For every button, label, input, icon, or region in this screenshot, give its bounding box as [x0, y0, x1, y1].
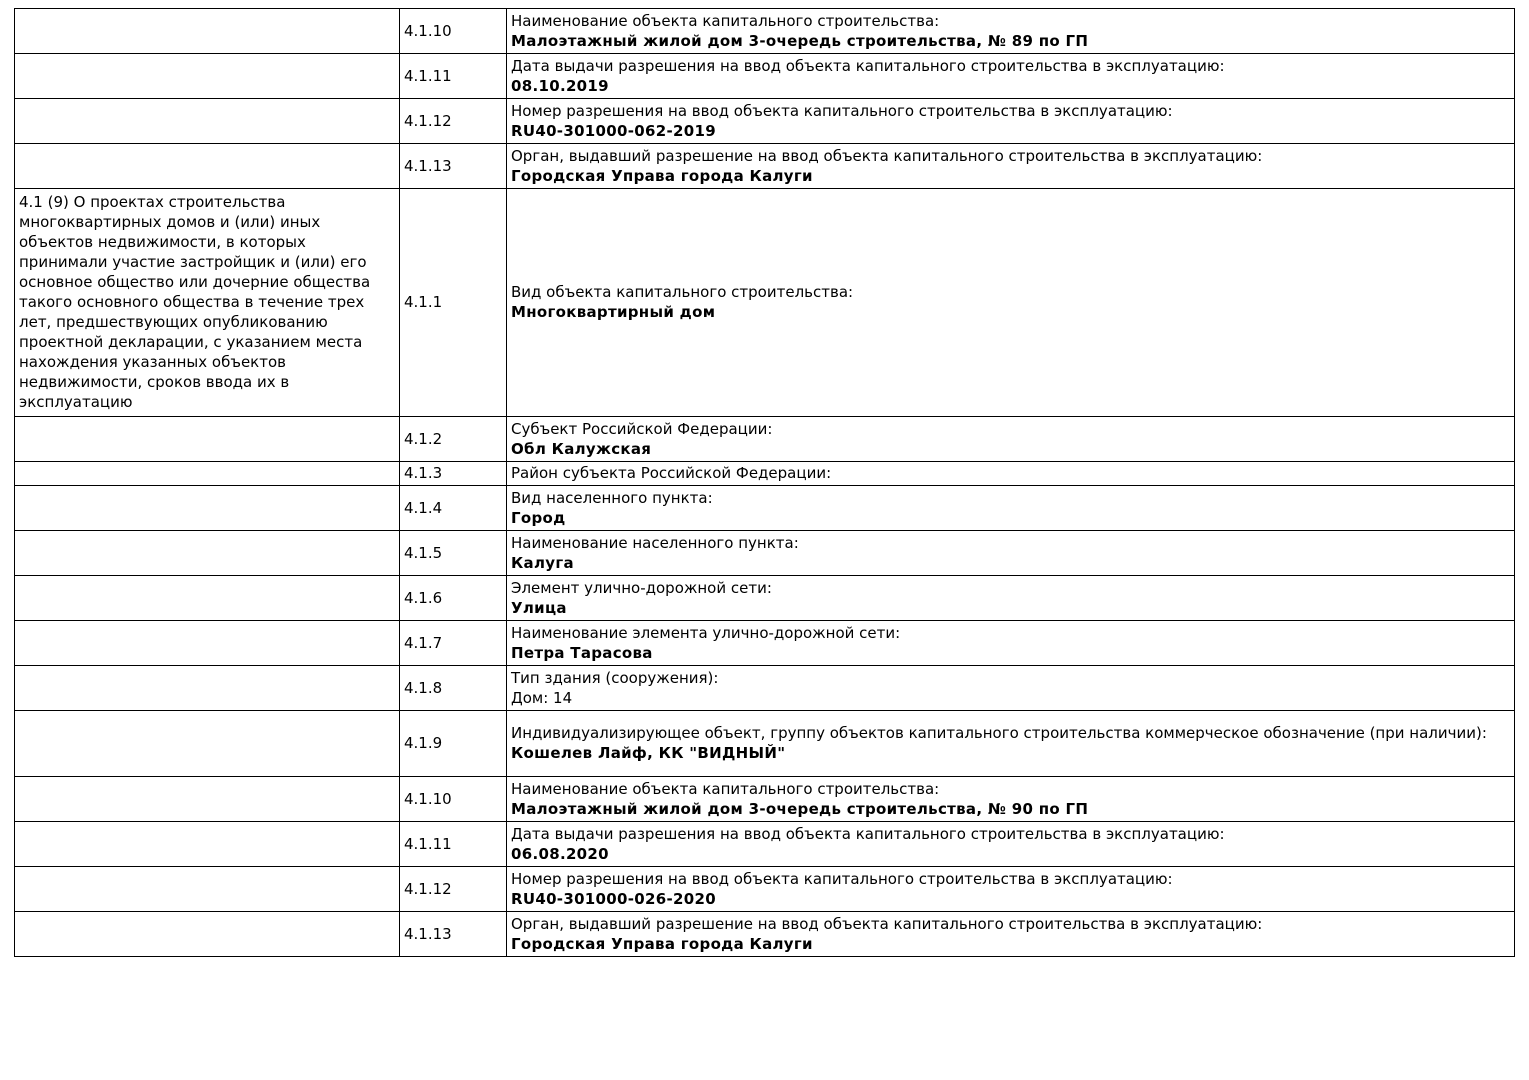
item-code-cell: 4.1.3 [400, 462, 507, 486]
item-code-cell: 4.1.6 [400, 576, 507, 621]
declaration-table [14, 8, 1515, 957]
field-value: Многоквартирный дом [511, 303, 716, 321]
section-description-cell [15, 711, 400, 777]
field-label: Орган, выдавший разрешение на ввод объекта капитального строительства в эксплуатацию: [511, 914, 1263, 933]
item-content-cell [507, 531, 1515, 576]
table-row [15, 189, 1515, 417]
field-value: 06.08.2020 [511, 844, 609, 863]
item-content-cell [507, 144, 1515, 189]
item-content-cell [507, 822, 1515, 867]
field-label: Дата выдачи разрешения на ввод объекта капитального строительства в эксплуатацию: [511, 56, 1225, 75]
item-content-cell [507, 576, 1515, 621]
table-row [15, 462, 1515, 486]
item-content-cell [507, 99, 1515, 144]
item-content-cell [507, 777, 1515, 822]
table-row [15, 9, 1515, 54]
field-label: Наименование элемента улично-дорожной сети: [511, 623, 901, 642]
item-content-cell [507, 621, 1515, 666]
field-value: Петра Тарасова [511, 643, 653, 662]
section-description-cell [15, 9, 400, 54]
section-description-cell [15, 99, 400, 144]
section-description-cell [15, 822, 400, 867]
table-row [15, 99, 1515, 144]
item-content-cell [507, 486, 1515, 531]
field-label: Индивидуализирующее объект, группу объектов капитального строительства коммерческое обозначение (при наличии): [511, 724, 1487, 742]
field-label: Номер разрешения на ввод объекта капитального строительства в эксплуатацию: [511, 101, 1173, 120]
field-label: Вид объекта капитального строительства: [511, 283, 854, 301]
item-content-cell [507, 912, 1515, 957]
field-value: RU40-301000-062-2019 [511, 121, 716, 140]
field-label: Номер разрешения на ввод объекта капитального строительства в эксплуатацию: [511, 869, 1173, 888]
declaration-table-body [15, 9, 1515, 957]
field-label: Район субъекта Российской Федерации: [511, 464, 832, 482]
field-label: Тип здания (сооружения): [511, 668, 719, 687]
section-description-cell [15, 462, 400, 486]
item-code-cell: 4.1.7 [400, 621, 507, 666]
field-value: Обл Калужская [511, 439, 652, 458]
section-description-cell [15, 621, 400, 666]
item-code-cell: 4.1.1 [400, 189, 507, 417]
section-description-cell [15, 417, 400, 462]
table-row [15, 576, 1515, 621]
item-code-cell: 4.1.11 [400, 54, 507, 99]
field-value: Городская Управа города Калуги [511, 934, 813, 953]
field-label: Вид населенного пункта: [511, 488, 713, 507]
field-value: RU40-301000-026-2020 [511, 889, 716, 908]
table-row [15, 621, 1515, 666]
item-content-cell [507, 9, 1515, 54]
section-description-cell [15, 867, 400, 912]
table-row [15, 822, 1515, 867]
table-row [15, 417, 1515, 462]
section-description-cell: 4.1 (9) О проектах строительства многоквартирных домов и (или) иных объектов недвижимости, в которых принимали участие застройщик и (или) его основное общество или дочерние общества такого основного общества в течение трех лет, предшествующих опубликованию проектной декларации, с указанием места нахождения указанных объектов недвижимости, сроков ввода их в эксплуатацию [15, 189, 400, 417]
field-value: Калуга [511, 553, 574, 572]
item-code-cell: 4.1.8 [400, 666, 507, 711]
field-value: Городская Управа города Калуги [511, 166, 813, 185]
section-description-cell [15, 144, 400, 189]
table-row [15, 912, 1515, 957]
item-content-cell [507, 711, 1515, 777]
field-label: Наименование населенного пункта: [511, 533, 799, 552]
item-content-cell [507, 189, 1515, 417]
table-row [15, 711, 1515, 777]
table-row [15, 867, 1515, 912]
item-content-cell [507, 462, 1515, 486]
item-code-cell: 4.1.4 [400, 486, 507, 531]
section-description-cell [15, 777, 400, 822]
field-label: Наименование объекта капитального строительства: [511, 779, 940, 798]
table-row [15, 54, 1515, 99]
table-row [15, 777, 1515, 822]
field-label: Элемент улично-дорожной сети: [511, 578, 772, 597]
table-row [15, 144, 1515, 189]
section-description-cell [15, 531, 400, 576]
table-row [15, 531, 1515, 576]
field-value: Кошелев Лайф, КК "ВИДНЫЙ" [511, 744, 786, 762]
item-code-cell: 4.1.12 [400, 867, 507, 912]
item-content-cell [507, 666, 1515, 711]
field-value: Малоэтажный жилой дом 3-очередь строительства, № 89 по ГП [511, 31, 1089, 50]
item-code-cell: 4.1.11 [400, 822, 507, 867]
section-description-cell [15, 912, 400, 957]
table-row [15, 486, 1515, 531]
field-value: Дом: 14 [511, 688, 573, 707]
item-code-cell: 4.1.13 [400, 144, 507, 189]
field-value: Малоэтажный жилой дом 3-очередь строительства, № 90 по ГП [511, 799, 1089, 818]
section-description-cell [15, 576, 400, 621]
item-code-cell: 4.1.10 [400, 777, 507, 822]
field-label: Дата выдачи разрешения на ввод объекта капитального строительства в эксплуатацию: [511, 824, 1225, 843]
item-content-cell [507, 54, 1515, 99]
item-content-cell [507, 867, 1515, 912]
item-content-cell [507, 417, 1515, 462]
field-label: Субъект Российской Федерации: [511, 419, 773, 438]
section-description-cell [15, 666, 400, 711]
item-code-cell: 4.1.5 [400, 531, 507, 576]
section-description-cell [15, 54, 400, 99]
field-value: Улица [511, 598, 567, 617]
field-value: 08.10.2019 [511, 76, 609, 95]
section-description-cell [15, 486, 400, 531]
field-label: Орган, выдавший разрешение на ввод объекта капитального строительства в эксплуатацию: [511, 146, 1263, 165]
table-row [15, 666, 1515, 711]
field-value: Город [511, 508, 566, 527]
field-label: Наименование объекта капитального строительства: [511, 11, 940, 30]
item-code-cell: 4.1.2 [400, 417, 507, 462]
item-code-cell: 4.1.12 [400, 99, 507, 144]
item-code-cell: 4.1.13 [400, 912, 507, 957]
item-code-cell: 4.1.9 [400, 711, 507, 777]
item-code-cell: 4.1.10 [400, 9, 507, 54]
